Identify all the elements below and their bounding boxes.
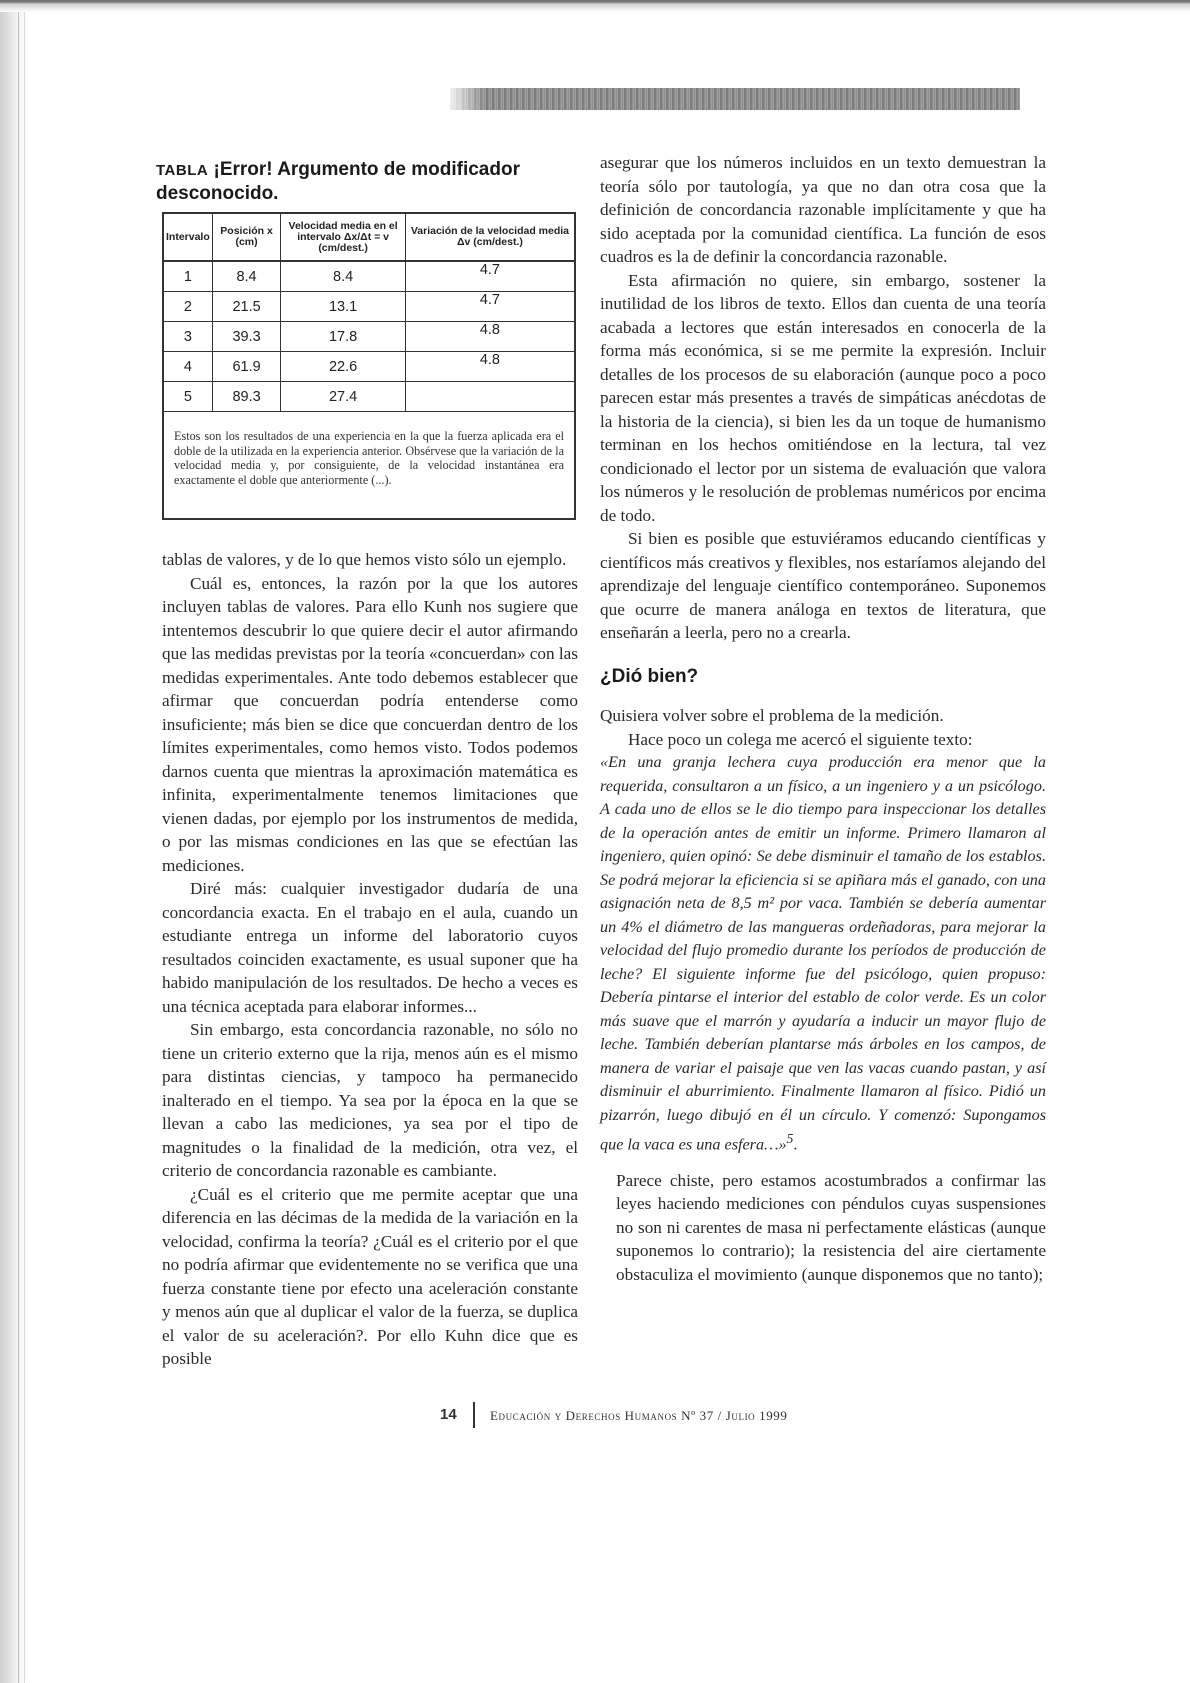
header-decorative-bar bbox=[450, 88, 1020, 110]
table-title-label: TABLA bbox=[156, 162, 209, 179]
table-title bbox=[156, 158, 576, 205]
right-text-column bbox=[600, 151, 1046, 1286]
table-header-cell: Posición x (cm) bbox=[212, 214, 281, 261]
table-header-row bbox=[164, 214, 574, 261]
body-paragraph: ¿Cuál es el criterio que me permite aceptar que una diferencia en las décimas de la medida de la variación en la velocidad, confirma la teoría? ¿Cuál es el criterio por el que no podría afirmar que evidentemente no se verifica que una fuerza constante tiene por efecto una aceleración constante y menos aún que al duplicar el valor de la fuerza, se duplica el valor de su aceleración?. Por ello Kuhn dice que es posible bbox=[162, 1184, 578, 1368]
body-paragraph: Esta afirmación no quiere, sin embargo, sostener la inutilidad de los libros de texto. Ellos dan cuenta de una teoría acabada a lectores que están interesados en conocerla de la forma más económica, si se me permite la expresión. Incluir detalles de los procesos de su elaboración (aunque poco a poco parecen estar más presentes a través de simpáticas anécdotas de la historia de la ciencia), si bien les da un toque de humanismo terminan en los hechos omitiéndose en la lectura, tal vez condicionado el lector por un sistema de evaluación que valora los números y le resolución de problemas numéricos por encima de todo. bbox=[600, 270, 1046, 525]
table-title-text: ¡Error! Argumento de modificador desconocido. bbox=[156, 159, 520, 204]
table-row bbox=[164, 292, 574, 322]
table-row bbox=[164, 322, 574, 352]
table-cell: 8.4 bbox=[212, 261, 281, 292]
quote-text: «En una granja lechera cuya producción era menor que la requerida, consultaron a un físico, a un ingeniero y a un psicólogo. A cada uno de ellos se le dio tiempo para inspeccionar los detalles de la operación antes de emitir un informe. Primero llamaron al ingeniero, quien opinó: Se debe disminuir el tamaño de los establos. Se podrá mejorar la eficiencia si se apiñara más el ganado, con una asignación neta de 8,5 m² por vaca. También se debería aumentar un 4% el diámetro de las mangueras ordeñadoras, para mejorar la velocidad del flujo promedio durante los períodos de producción de leche? El siguiente informe fue del psicólogo, quien propuso: Debería pintarse el interior del establo de color verde. Es un color más suave que el marrón y ayudaría a inducir un mayor flujo de leche. También deberían plantarse más árboles en los campos, de manera de variar el paisaje que ven las vacas cuando pastan, y así disminuir el aburrimiento. Finalmente llamaron al físico. Pidió un pizarrón, luego dibujó en él un círculo. Y comenzó: Supongamos que la vaca es una esfera…» bbox=[600, 753, 1046, 1154]
table-cell: 22.6 bbox=[281, 352, 406, 382]
footer-separator bbox=[473, 1402, 475, 1428]
table-caption: Estos son los resultados de una experiencia en la que la fuerza aplicada era el doble de la utilizada en la experiencia anterior. Obsérvese que la variación de la velocidad media y, por consiguiente, de la velocidad instantánea era exactamente el doble que anteriormente (...). bbox=[174, 429, 564, 487]
table-cell: 4.7 bbox=[405, 292, 574, 322]
table-cell: 1 bbox=[164, 261, 212, 292]
table-cell: 8.4 bbox=[281, 261, 406, 292]
page-edge-shadow bbox=[0, 0, 30, 1683]
table-cell: 4.8 bbox=[405, 352, 574, 382]
table-header-cell: Velocidad media en el intervalo Δx/Δt = v (cm/dest.) bbox=[281, 214, 406, 261]
data-table bbox=[164, 214, 574, 412]
table-cell: 13.1 bbox=[281, 292, 406, 322]
table-cell: 2 bbox=[164, 292, 212, 322]
table-row bbox=[164, 261, 574, 292]
header-bar-fade bbox=[445, 88, 485, 110]
table-row bbox=[164, 352, 574, 382]
table-cell: 3 bbox=[164, 322, 212, 352]
block-quote bbox=[600, 751, 1046, 1157]
table-cell: 5 bbox=[164, 382, 212, 412]
footnote-marker: 5 bbox=[786, 1131, 794, 1146]
table-row bbox=[164, 382, 574, 412]
page-edge-line bbox=[24, 0, 25, 1683]
table-cell: 39.3 bbox=[212, 322, 281, 352]
table-header-cell: Intervalo bbox=[164, 214, 212, 261]
page-footer bbox=[440, 1402, 1000, 1432]
table-cell: 21.5 bbox=[212, 292, 281, 322]
page-number: 14 bbox=[440, 1406, 457, 1423]
data-table-box bbox=[162, 212, 576, 520]
quote-end-period: . bbox=[793, 1135, 798, 1154]
table-cell bbox=[405, 382, 574, 412]
page-top-edge bbox=[0, 0, 1190, 12]
table-cell: 4.7 bbox=[405, 261, 574, 292]
page-edge-line bbox=[18, 0, 19, 1683]
body-paragraph: tablas de valores, y de lo que hemos visto sólo un ejemplo. bbox=[162, 550, 567, 569]
section-heading: ¿Dió bien? bbox=[600, 665, 699, 687]
table-cell: 4.8 bbox=[405, 322, 574, 352]
body-paragraph: asegurar que los números incluidos en un texto demuestran la teoría sólo por tautología, ya que no dan otra cosa que la definición de concordancia razonable implícitamente y que ha sido aceptada por la comunidad científica. La función de esos cuadros es la de definir la concordancia razonable. bbox=[600, 153, 1046, 266]
body-paragraph: Diré más: cualquier investigador dudaría de una concordancia exacta. En el trabajo en el aula, cuando un estudiante entrega un informe del laboratorio cuyos resultados coinciden exactamente, es usual suponer que ha habido manipulación de los resultados. De hecho a veces es una técnica aceptada para elaborar informes... bbox=[162, 879, 578, 1016]
body-paragraph: Hace poco un colega me acercó el siguiente texto: bbox=[628, 729, 973, 749]
body-paragraph: Cuál es, entonces, la razón por la que los autores incluyen tablas de valores. Para ello Kunh nos sugiere que intentemos descubrir lo que quiere decir el autor afirmando que las medidas previstas por la teoría «concuerdan» con las medidas experimentales. Ante todo debemos establecer que afirmar que concuerdan podría entenderse como insuficiente; más bien se dice que concuerdan dentro de los límites experimentales, como hemos visto. Todos podemos darnos cuenta que mientras la aproximación matemática es infinita, experimentalmente tenemos limitaciones que vienen dadas, por ejemplo por los instrumentos de medida, o por las mismas condiciones en las que se efectúan las mediciones. bbox=[162, 573, 578, 875]
publication-info: Educación y Derechos Humanos Nº 37 / Julio 1999 bbox=[490, 1408, 788, 1423]
table-header-cell: Variación de la velocidad media Δv (cm/dest.) bbox=[405, 214, 574, 261]
body-paragraph: Si bien es posible que estuviéramos educando científicas y científicos más creativos y flexibles, nos estaríamos alejando del aprendizaje del lenguaje científico contemporáneo. Suponemos que ocurre de manera análoga en textos de literatura, que enseñarán a leerla, pero no a crearla. bbox=[600, 529, 1046, 642]
body-paragraph: Quisiera volver sobre el problema de la medición. bbox=[600, 706, 944, 725]
table-cell: 89.3 bbox=[212, 382, 281, 412]
table-cell: 17.8 bbox=[281, 322, 406, 352]
table-cell: 4 bbox=[164, 352, 212, 382]
body-paragraph: Parece chiste, pero estamos acostumbrados a confirmar las leyes haciendo mediciones con péndulos cuyas suspensiones no son ni carentes de masa ni perfectamente elásticas (aunque suponemos lo contrario); la resistencia del aire ciertamente obstaculiza el movimiento (aunque disponemos que no tanto); bbox=[616, 1170, 1046, 1284]
table-cell: 61.9 bbox=[212, 352, 281, 382]
table-cell: 27.4 bbox=[281, 382, 406, 412]
left-text-column bbox=[162, 548, 578, 1371]
body-paragraph: Sin embargo, esta concordancia razonable, no sólo no tiene un criterio externo que la rija, menos aún es el mismo para distintas ciencias, y tampoco ha permanecido inalterado en el tiempo. Ya sea por la época en la que se llevan a cabo las mediciones, ya sea por el tipo de magnitudes o la finalidad de la medición, otra vez, el criterio de concordancia razonable es cambiante. bbox=[162, 1020, 578, 1180]
